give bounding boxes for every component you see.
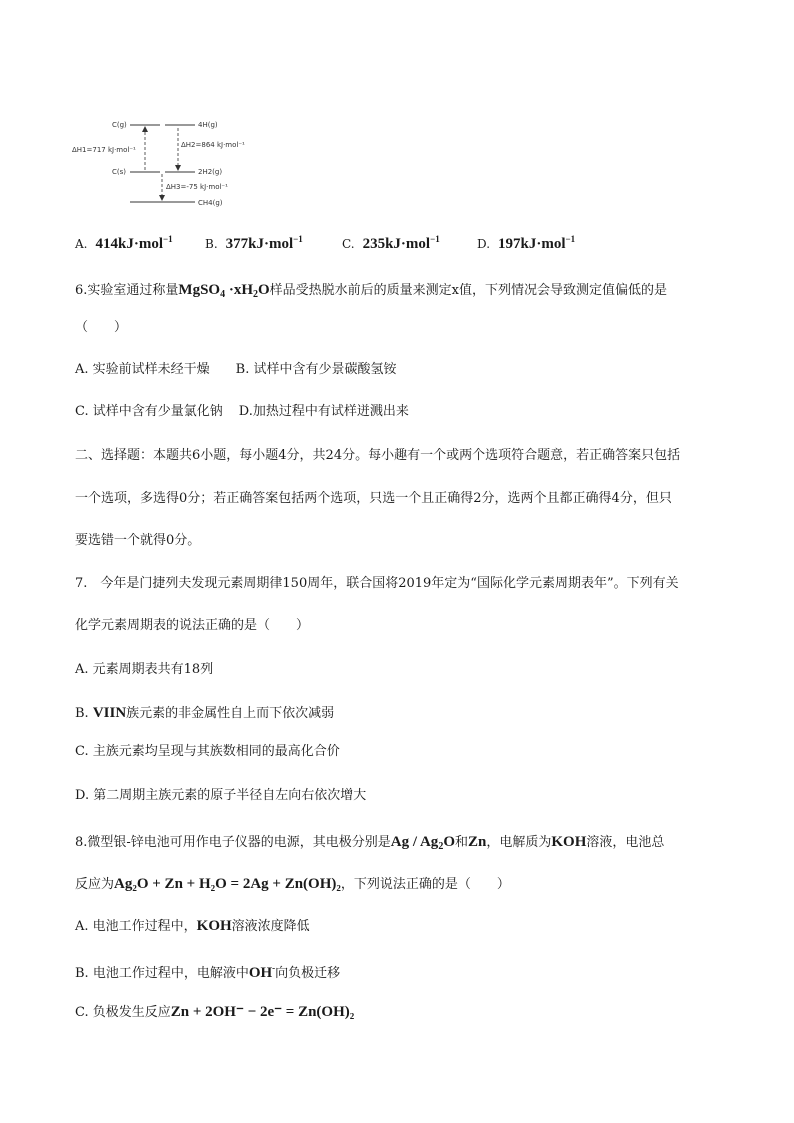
q8-option-c-pre: C. 负极发生反应 <box>75 1005 171 1020</box>
q6-option-c: C. 试样中含有少量氯化钠 <box>75 404 223 419</box>
q8-option-c <box>75 1002 354 1023</box>
energy-level-diagram <box>70 112 270 212</box>
q5-option-a <box>75 234 173 253</box>
q7-option-a: A. 元素周期表共有18列 <box>75 662 214 677</box>
label-dh3: ΔH3=-75 kJ·mol⁻¹ <box>166 183 228 191</box>
option-value: 377kJ·mol <box>225 236 294 252</box>
option-exponent: −1 <box>430 234 440 244</box>
q8-stem-line2 <box>75 874 510 895</box>
q6-pre: 6.实验室通过称量 <box>75 283 179 298</box>
q7-option-b <box>75 703 334 724</box>
label-c-gas: C(g) <box>112 121 127 129</box>
option-letter: D. <box>477 237 491 251</box>
q6-option-d: D.加热过程中有试样迸溅出来 <box>238 404 409 419</box>
q8-electrode1-end: O <box>443 834 455 850</box>
q7-option-b-formula: VIIN <box>92 705 127 721</box>
q8-option-b-formula: OH <box>248 965 273 981</box>
q6-option-b: B. 试样中含有少景碳酸氢铵 <box>235 362 397 377</box>
q8-option-a-post: 溶液浓度降低 <box>231 919 310 934</box>
q8-reaction: Ag₂O + Zn + H₂O = 2Ag + Zn(OH)₂ <box>114 876 341 892</box>
section2-line2: 一个选项，多选得0分；若正确答案包括两个选项，只选一个且正确得2分，选两个且都正确得4分，但只 <box>75 491 672 506</box>
option-value: 414kJ·mol <box>95 236 163 252</box>
q8-option-c-formula: Zn + 2OH⁻ − 2e⁻ = Zn(OH)₂ <box>170 1004 355 1020</box>
q6-options-row1 <box>75 360 396 380</box>
q6-options-row2 <box>75 402 409 422</box>
q6-option-a: A. 实验前试样未经干燥 <box>75 362 210 377</box>
option-letter: C. <box>342 237 355 251</box>
arrowhead-dh2 <box>175 165 181 171</box>
q8-option-b-pre: B. 电池工作过程中，电解液中 <box>75 966 249 981</box>
q7-option-b-text: 族元素的非金属性自上而下依次减弱 <box>126 706 335 721</box>
section2-line3: 要选错一个就得0分。 <box>75 533 201 548</box>
q7-stem-line1: 7. 今年是门捷列夫发现元素周期律150周年，联合国将2019年定为“国际化学元素周期表年”。下列有关 <box>75 576 679 591</box>
option-exponent: −1 <box>565 234 576 244</box>
q8-electrode1: Ag / Ag <box>390 834 439 850</box>
q8-option-a <box>75 916 310 937</box>
q7-option-b-letter: B. <box>75 706 89 721</box>
label-ch4-gas: CH4(g) <box>198 199 223 207</box>
q8-electrolyte: KOH <box>551 834 587 850</box>
q8-line2-pre: 反应为 <box>75 877 115 892</box>
q8-option-b-post: 向负极迁移 <box>275 966 341 981</box>
q8-option-a-formula: KOH <box>196 918 232 934</box>
q8-electrode2: Zn <box>468 834 487 850</box>
q6-stem <box>75 280 667 305</box>
q6-formula-a: MgSO <box>178 282 221 298</box>
q6-formula-c: O <box>258 282 270 298</box>
q8-option-a-pre: A. 电池工作过程中， <box>75 919 197 934</box>
option-value: 235kJ·mol <box>362 236 431 252</box>
q8-and: 和 <box>454 835 468 850</box>
arrowhead-dh1 <box>142 126 148 132</box>
q5-option-d <box>477 234 575 253</box>
q6-formula-b: ·xH <box>225 282 253 298</box>
q6-paren: （ ） <box>75 320 128 335</box>
q7-option-d: D. 第二周期主族元素的原子半径自左向右依次增大 <box>75 788 367 803</box>
label-dh1: ΔH1=717 kJ·mol⁻¹ <box>72 146 136 154</box>
label-c-solid: C(s) <box>112 168 126 176</box>
q5-option-b <box>205 234 303 253</box>
q7-option-c: C. 主族元素均呈现与其族数相同的最高化合价 <box>75 744 340 759</box>
q6-post: 样品受热脱水前后的质量来测定x值，下列情况会导致测定值偏低的是 <box>269 283 668 298</box>
q8-stem-line1 <box>75 832 664 857</box>
label-4h-gas: 4H(g) <box>198 121 218 129</box>
arrowhead-dh3 <box>159 195 165 201</box>
label-2h2-gas: 2H2(g) <box>198 168 223 176</box>
q6-formula-a-sub: 4 <box>220 289 226 300</box>
option-exponent: −1 <box>163 234 173 244</box>
option-letter: A. <box>75 237 88 251</box>
label-dh2: ΔH2=864 kJ·mol⁻¹ <box>181 141 245 149</box>
option-value: 197kJ·mol <box>498 236 566 252</box>
option-exponent: −1 <box>293 234 303 244</box>
q8-mid: ，电解质为 <box>486 835 552 850</box>
q8-line2-post: ，下列说法正确的是（ ） <box>340 877 510 892</box>
option-letter: B. <box>205 237 218 251</box>
q6-formula-b-sub: 2 <box>253 289 258 300</box>
section2-line1: 二、选择题：本题共6小题，每小题4分，共24分。每小趣有一个或两个选项符合题意，若正确答案只包括 <box>75 448 681 463</box>
q8-pre: 8.微型银-锌电池可用作电子仪器的电源，其电极分别是 <box>75 835 391 850</box>
q8-electrode1-sub: 2 <box>438 841 444 852</box>
q5-option-c <box>342 234 440 253</box>
q8-option-b-sup: - <box>272 963 276 973</box>
q8-post: 溶液，电池总 <box>586 835 665 850</box>
q7-stem-line2: 化学元素周期表的说法正确的是（ ） <box>75 618 310 633</box>
q8-option-b <box>75 958 340 984</box>
